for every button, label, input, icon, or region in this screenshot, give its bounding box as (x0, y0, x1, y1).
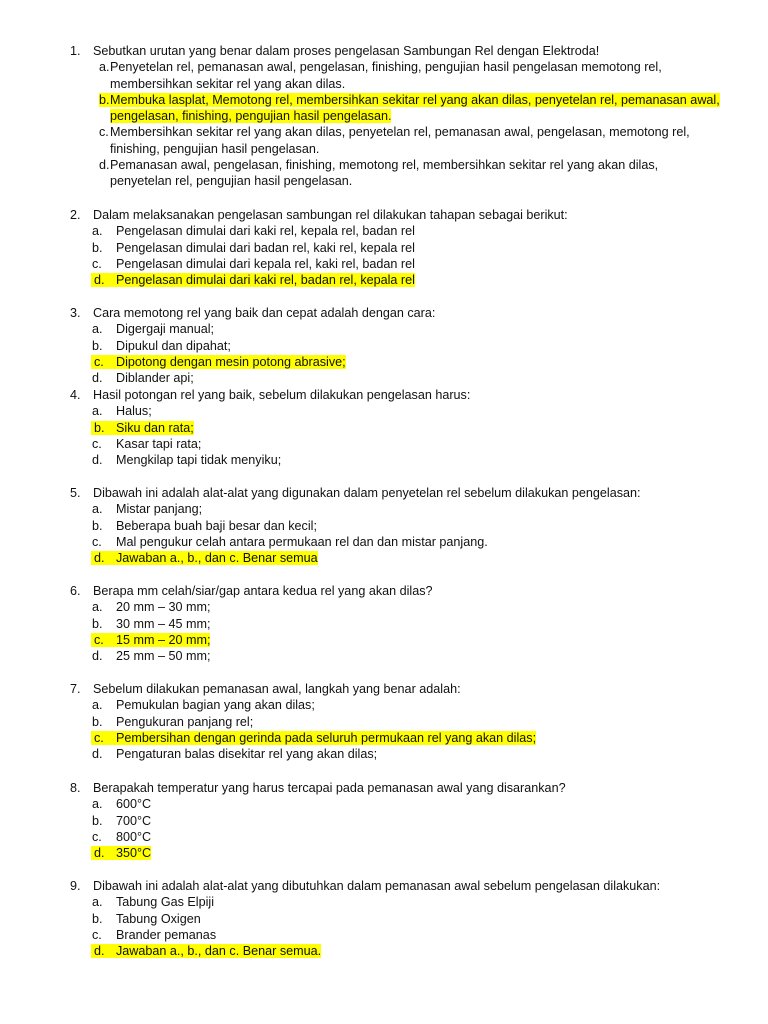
question-8-stem (70, 780, 710, 796)
option-letter: a. (92, 322, 103, 337)
option-text: Pengelasan dimulai dari kaki rel, badan rel, kepala rel (116, 273, 415, 288)
option-text: Pengelasan dimulai dari kaki rel, kepala rel, badan rel (116, 224, 415, 239)
question-7 (70, 681, 710, 762)
option-2c (70, 256, 710, 272)
option-letter: d. (92, 649, 103, 664)
option-text: Beberapa buah baji besar dan kecil; (116, 518, 317, 533)
option-letter: a. (99, 60, 110, 75)
option-2d (70, 272, 710, 288)
option-text: 25 mm – 50 mm; (116, 649, 211, 664)
option-text: Digergaji manual; (116, 322, 215, 337)
option-letter: b. (94, 420, 105, 435)
question-number: 2. (70, 208, 81, 222)
option-3d (70, 370, 710, 386)
option-3b (70, 338, 710, 354)
question-8 (70, 780, 710, 861)
question-text: Hasil potongan rel yang baik, sebelum dilakukan pengelasan harus: (93, 388, 471, 402)
question-text: Dalam melaksanakan pengelasan sambungan rel dilakukan tahapan sebagai berikut: (93, 208, 568, 222)
question-4 (70, 387, 710, 468)
question-9-stem (70, 878, 710, 894)
question-4-stem (70, 387, 710, 403)
option-7c (70, 730, 710, 746)
option-letter: b. (92, 518, 103, 533)
option-1a (81, 59, 720, 92)
option-4d (70, 452, 710, 468)
option-letter: c. (92, 534, 102, 549)
option-letter: c. (94, 354, 104, 369)
question-6-stem (70, 583, 710, 599)
option-letter: d. (92, 371, 103, 386)
option-text: Diblander api; (116, 371, 194, 386)
option-letter: a. (92, 797, 103, 812)
option-text: 700°C (116, 813, 152, 828)
option-letter: c. (94, 632, 104, 647)
option-text: 30 mm – 45 mm; (116, 616, 211, 631)
option-letter: b. (92, 616, 103, 631)
question-text: Berapakah temperatur yang harus tercapai pada pemanasan awal yang disarankan? (93, 781, 566, 795)
option-letter: c. (94, 730, 104, 745)
option-6d (70, 648, 710, 664)
option-text: Dipotong dengan mesin potong abrasive; (116, 354, 346, 369)
option-letter: b. (92, 714, 103, 729)
option-text: Membersihkan sekitar rel yang akan dilas, penyetelan rel, pemanasan awal, pengelasan, memotong rel, finishing, pengujian hasil pengelasan. (110, 125, 690, 156)
option-text: Jawaban a., b., dan c. Benar semua (116, 551, 318, 566)
question-number: 8. (70, 781, 81, 795)
option-letter: b. (99, 92, 110, 107)
option-text: 800°C (116, 829, 152, 844)
option-letter: a. (92, 502, 103, 517)
option-letter: d. (92, 453, 103, 468)
question-7-stem (70, 681, 710, 697)
option-6c (70, 632, 710, 648)
question-2-stem (70, 207, 710, 223)
option-text: Pemanasan awal, pengelasan, finishing, memotong rel, membersihkan sekitar rel yang akan dilas, penyetelan rel, pengujian hasil pengelasan. (110, 158, 659, 189)
option-letter: c. (92, 436, 102, 451)
option-4b (70, 420, 710, 436)
option-1c (81, 124, 720, 157)
option-text: Pengukuran panjang rel; (116, 714, 254, 729)
option-letter: b. (92, 338, 103, 353)
option-letter: a. (92, 895, 103, 910)
question-number: 7. (70, 682, 81, 696)
question-3 (70, 305, 710, 386)
option-1b (81, 92, 720, 125)
option-text: Pemukulan bagian yang akan dilas; (116, 698, 315, 713)
option-8d (70, 845, 710, 861)
option-text: Pengaturan balas disekitar rel yang akan dilas; (116, 747, 378, 762)
option-letter: c. (92, 829, 102, 844)
option-5a (70, 501, 710, 517)
option-6a (70, 599, 710, 615)
question-3-stem (70, 305, 710, 321)
option-6b (70, 616, 710, 632)
option-text: Dipukul dan dipahat; (116, 338, 231, 353)
option-text: Tabung Oxigen (116, 911, 201, 926)
option-3c (70, 354, 710, 370)
option-7d (70, 746, 710, 762)
option-9c (70, 927, 710, 943)
option-5b (70, 518, 710, 534)
option-5d (70, 550, 710, 566)
option-text: Mengkilap tapi tidak menyiku; (116, 453, 282, 468)
option-text: Brander pemanas (116, 927, 217, 942)
option-text: Siku dan rata; (116, 420, 194, 435)
option-text: Penyetelan rel, pemanasan awal, pengelasan, finishing, pengujian hasil pengelasan memotong rel, membersihkan sekitar rel yang akan dilas. (110, 60, 662, 91)
option-letter: d. (94, 944, 105, 959)
question-number: 9. (70, 879, 81, 893)
question-text: Dibawah ini adalah alat-alat yang dibutuhkan dalam pemanasan awal sebelum pengelasan dilakukan: (93, 879, 661, 893)
option-9b (70, 911, 710, 927)
option-letter: b. (92, 813, 103, 828)
option-text: 350°C (116, 846, 152, 861)
option-letter: d. (94, 551, 105, 566)
option-letter: a. (92, 404, 103, 419)
option-8b (70, 813, 710, 829)
option-text: Membuka lasplat, Memotong rel, membersihkan sekitar rel yang akan dilas, penyetelan rel, pemanasan awal, pengelasan, finishing, pengujian hasil pengelasan. (110, 92, 720, 124)
option-text: Tabung Gas Elpiji (116, 895, 215, 910)
option-8c (70, 829, 710, 845)
question-1-stem (70, 43, 710, 59)
question-2 (70, 207, 710, 288)
question-text: Dibawah ini adalah alat-alat yang digunakan dalam penyetelan rel sebelum dilakukan pengelasan: (93, 486, 641, 500)
option-7b (70, 714, 710, 730)
question-number: 6. (70, 584, 81, 598)
option-letter: c. (99, 125, 109, 140)
question-text: Sebelum dilakukan pemanasan awal, langkah yang benar adalah: (93, 682, 461, 696)
option-2a (70, 223, 710, 239)
question-text: Berapa mm celah/siar/gap antara kedua rel yang akan dilas? (93, 584, 433, 598)
option-text: Mistar panjang; (116, 502, 203, 517)
question-5 (70, 485, 710, 566)
question-1 (70, 43, 720, 190)
option-letter: a. (92, 600, 103, 615)
option-letter: d. (99, 158, 110, 173)
question-9 (70, 878, 710, 959)
option-text: Pembersihan dengan gerinda pada seluruh permukaan rel yang akan dilas; (116, 730, 537, 745)
option-letter: d. (94, 846, 105, 861)
option-9d (70, 943, 710, 959)
question-number: 3. (70, 306, 81, 320)
option-1d (81, 157, 720, 190)
option-text: 20 mm – 30 mm; (116, 600, 211, 615)
option-letter: b. (92, 240, 103, 255)
option-3a (70, 321, 710, 337)
option-9a (70, 894, 710, 910)
option-2b (70, 240, 710, 256)
option-letter: a. (92, 224, 103, 239)
option-letter: b. (92, 911, 103, 926)
option-text: Mal pengukur celah antara permukaan rel dan dan mistar panjang. (116, 534, 488, 549)
question-text: Sebutkan urutan yang benar dalam proses pengelasan Sambungan Rel dengan Elektroda! (93, 44, 600, 58)
option-letter: d. (92, 747, 103, 762)
option-text: Halus; (116, 404, 152, 419)
option-text: Pengelasan dimulai dari kepala rel, kaki rel, badan rel (116, 256, 415, 271)
option-letter: a. (92, 698, 103, 713)
option-text: Pengelasan dimulai dari badan rel, kaki rel, kepala rel (116, 240, 415, 255)
option-letter: c. (92, 927, 102, 942)
option-text: Jawaban a., b., dan c. Benar semua. (116, 944, 322, 959)
question-text: Cara memotong rel yang baik dan cepat adalah dengan cara: (93, 306, 436, 320)
option-text: 15 mm – 20 mm; (116, 632, 211, 647)
option-8a (70, 796, 710, 812)
question-number: 1. (70, 44, 81, 58)
question-6 (70, 583, 710, 664)
option-letter: c. (92, 256, 102, 271)
question-number: 4. (70, 388, 81, 402)
question-number: 5. (70, 486, 81, 500)
option-4c (70, 436, 710, 452)
question-5-stem (70, 485, 710, 501)
option-letter: d. (94, 273, 105, 288)
option-5c (70, 534, 710, 550)
option-text: Kasar tapi rata; (116, 436, 202, 451)
option-7a (70, 697, 710, 713)
option-text: 600°C (116, 797, 152, 812)
option-4a (70, 403, 710, 419)
